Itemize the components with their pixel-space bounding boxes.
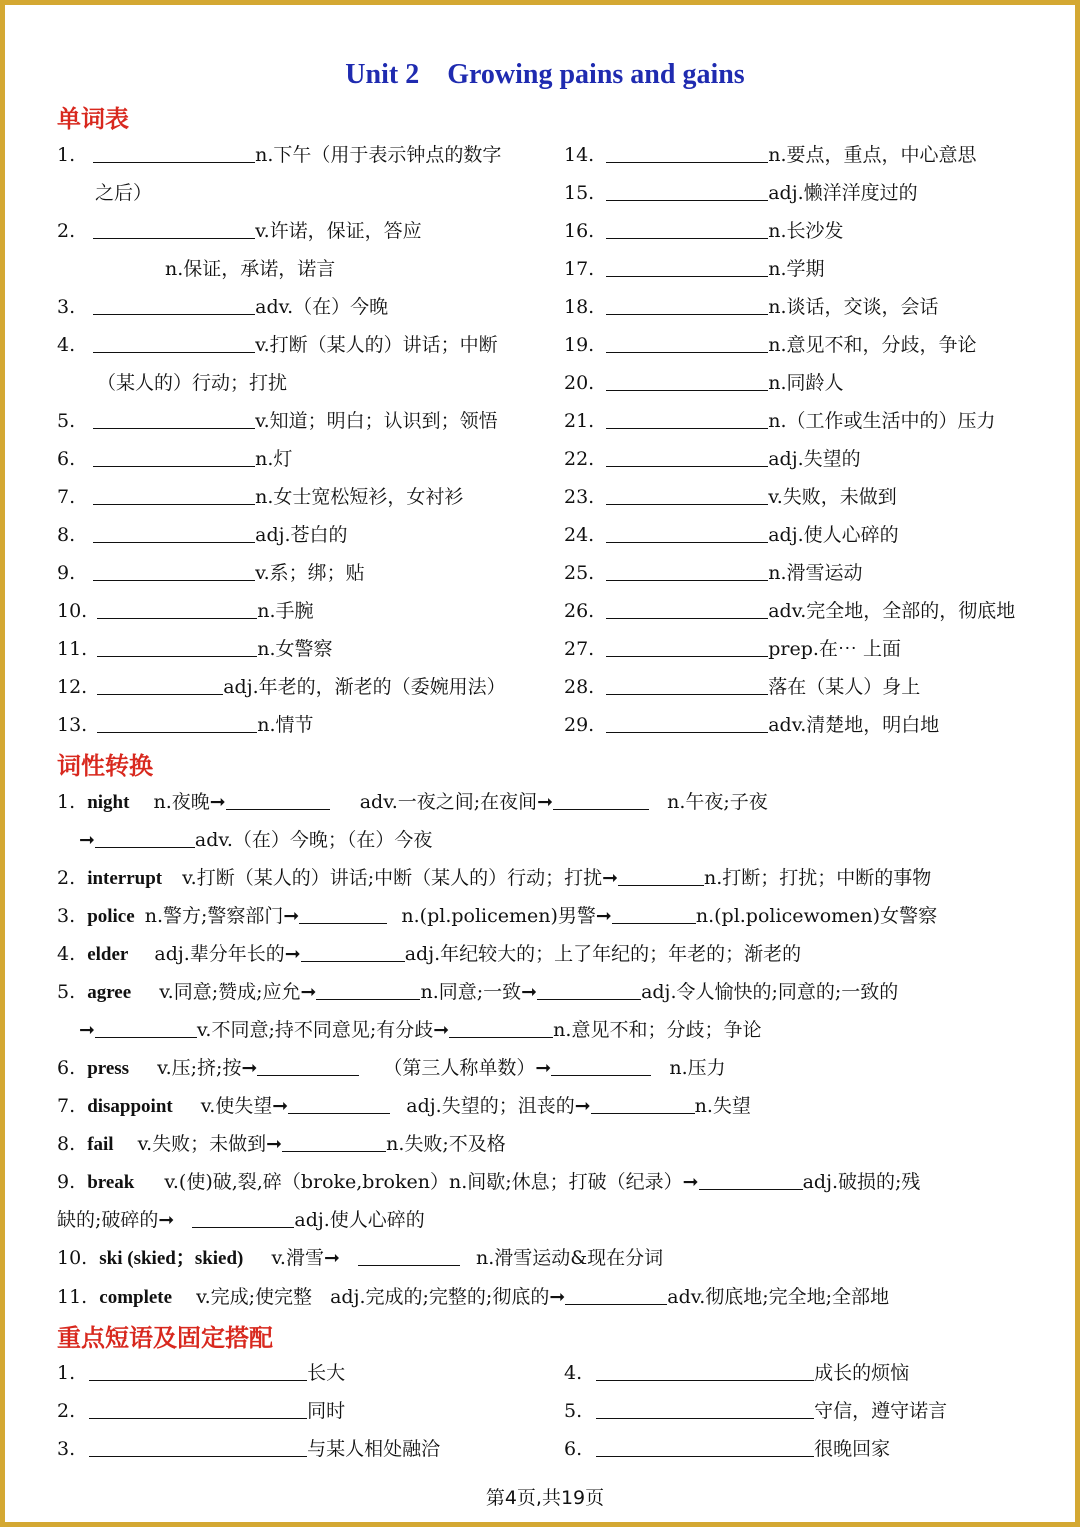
definition: adj.使人心碎的 [294, 1209, 425, 1231]
answer-blank[interactable] [606, 712, 768, 733]
definition: v.知道；明白；认识到；领悟 [255, 410, 498, 432]
answer-blank[interactable] [299, 903, 387, 924]
page-footer: 第4页,共19页 [485, 1487, 605, 1509]
definition: adv.彻底地;完全地;全部地 [667, 1286, 890, 1308]
item-number: 18. [564, 296, 595, 318]
unit-topic: Growing pains and gains [447, 59, 745, 90]
page-title [5, 59, 1080, 91]
vocab-item [564, 142, 977, 168]
vocab-item [57, 598, 314, 624]
item-number: 27. [564, 638, 595, 660]
definition: adj.懒洋洋度过的 [768, 182, 918, 204]
phrase-item [564, 1398, 947, 1424]
item-number: 13. [57, 714, 88, 736]
answer-blank[interactable] [97, 598, 257, 619]
headword: agree [87, 982, 132, 1003]
answer-blank[interactable] [97, 636, 257, 657]
answer-blank[interactable] [89, 1360, 307, 1381]
vocab-item [564, 446, 861, 472]
wordform-item-break-cont [57, 1207, 425, 1233]
vocab-item [564, 636, 901, 662]
definition: adj.辈分年长的➞ [154, 943, 301, 965]
definition: adj.完成的;完整的;彻底的➞ [330, 1286, 566, 1308]
vocab-item [57, 446, 292, 472]
vocab-item [57, 332, 498, 358]
answer-blank[interactable] [93, 522, 255, 543]
definition: adj.失望的 [768, 448, 861, 470]
item-number: 11. [57, 638, 88, 660]
answer-blank[interactable] [606, 218, 768, 239]
answer-blank[interactable] [93, 560, 255, 581]
definition: n.下午（用于表示钟点的数字 [255, 144, 502, 166]
definition: n.同龄人 [768, 372, 844, 394]
definition: n.午夜;子夜 [667, 791, 768, 813]
wordform-item-disappoint [57, 1093, 751, 1120]
wordform-item-night [57, 789, 768, 816]
answer-blank[interactable] [553, 789, 649, 810]
item-number: 2. [57, 220, 76, 242]
answer-blank[interactable] [257, 1055, 359, 1076]
definition: adj.令人愉快的;同意的;一致的 [641, 981, 899, 1003]
phrase-item [57, 1360, 345, 1386]
definition: n.同意;一致➞ [420, 981, 538, 1003]
vocab-item [57, 522, 348, 548]
answer-blank[interactable] [591, 1093, 695, 1114]
definition: n.学期 [768, 258, 825, 280]
definition: v.同意;赞成;应允➞ [159, 981, 317, 1003]
headword: night [87, 792, 130, 813]
headword: complete [99, 1287, 173, 1308]
headword: police [87, 906, 135, 927]
vocab-item [564, 332, 977, 358]
section-heading-vocab: 单词表 [57, 105, 129, 133]
answer-blank[interactable] [192, 1207, 294, 1228]
definition: n.灯 [255, 448, 293, 470]
answer-blank[interactable] [606, 294, 768, 315]
answer-blank[interactable] [537, 979, 641, 1000]
vocab-item [57, 142, 501, 168]
answer-blank[interactable] [449, 1017, 553, 1038]
definition: n.滑雪运动&现在分词 [475, 1247, 664, 1269]
answer-blank[interactable] [606, 560, 768, 581]
answer-blank[interactable] [89, 1398, 307, 1419]
definition: v.打断（某人的）讲话;中断（某人的）行动；打扰➞ [182, 867, 619, 889]
headword: elder [87, 944, 129, 965]
wordform-item-agree [57, 979, 898, 1006]
definition: adv.（在）今晚；（在）今夜 [194, 829, 433, 851]
answer-blank[interactable] [699, 1169, 803, 1190]
answer-blank[interactable] [612, 903, 696, 924]
answer-blank[interactable] [288, 1093, 390, 1114]
wordform-item-night-cont [79, 827, 432, 853]
item-number: 4. [564, 1362, 583, 1384]
answer-blank[interactable] [618, 865, 704, 886]
definition: adv.一夜之间;在夜间➞ [359, 791, 554, 813]
definition: n.夜晚➞ [153, 791, 226, 813]
item-number: 1. [57, 1362, 76, 1384]
vocab-item [57, 218, 422, 244]
definition: v.系；绑；贴 [255, 562, 365, 584]
arrow-icon: ➞ [79, 829, 95, 851]
definition: v.压;挤;按➞ [157, 1057, 258, 1079]
definition: v.(使)破,裂,碎（broke,broken）n.间歇;休息；打破（纪录）➞ [164, 1171, 699, 1193]
section-heading-phrases: 重点短语及固定搭配 [57, 1324, 273, 1352]
definition: v.失败；未做到➞ [137, 1133, 283, 1155]
item-number: 1. [57, 144, 76, 166]
definition: adj.使人心碎的 [768, 524, 899, 546]
item-number: 3. [57, 905, 76, 927]
definition: v.使失望➞ [200, 1095, 289, 1117]
item-number: 24. [564, 524, 595, 546]
answer-blank[interactable] [565, 1284, 667, 1305]
answer-blank[interactable] [606, 636, 768, 657]
answer-blank[interactable] [606, 598, 768, 619]
vocab-item [57, 408, 498, 434]
answer-blank[interactable] [93, 332, 255, 353]
definition: v.打断（某人的）讲话；中断 [255, 334, 498, 356]
answer-blank[interactable] [97, 712, 257, 733]
answer-blank[interactable] [606, 446, 768, 467]
definition: n.打断；打扰；中断的事物 [704, 867, 932, 889]
vocab-item [564, 522, 899, 548]
headword: ski (skied；skied) [99, 1248, 244, 1269]
vocab-item [564, 674, 920, 700]
item-number: 7. [57, 486, 76, 508]
wordform-item-agree-cont [79, 1017, 761, 1043]
vocab-item [57, 560, 365, 586]
definition: n.意见不和，分歧，争论 [768, 334, 977, 356]
item-number: 22. [564, 448, 595, 470]
item-number: 16. [564, 220, 595, 242]
wordform-item-elder [57, 941, 801, 968]
item-number: 11. [57, 1286, 88, 1308]
answer-blank[interactable] [606, 522, 768, 543]
answer-blank[interactable] [95, 827, 195, 848]
phrase-item [564, 1436, 890, 1462]
definition: adv.（在）今晚 [255, 296, 389, 318]
item-number: 4. [57, 943, 76, 965]
vocab-item [57, 484, 463, 510]
answer-blank[interactable] [93, 142, 255, 163]
definition: n.女士宽松短衫，女衬衫 [255, 486, 464, 508]
arrow-icon: ➞ [79, 1019, 95, 1041]
headword: press [87, 1058, 130, 1079]
definition: n.手腕 [257, 600, 314, 622]
item-number: 15. [564, 182, 595, 204]
item-number: 6. [57, 448, 76, 470]
definition: adj.失望的；沮丧的➞ [406, 1095, 591, 1117]
item-number: 17. [564, 258, 595, 280]
definition: n.压力 [669, 1057, 726, 1079]
definition: v.滑雪➞ [271, 1247, 340, 1269]
answer-blank[interactable] [606, 180, 768, 201]
definition: n.情节 [257, 714, 314, 736]
definition: （第三人称单数）➞ [383, 1057, 552, 1079]
definition: 与某人相处融洽 [307, 1438, 441, 1460]
answer-blank[interactable] [606, 332, 768, 353]
vocab-item [57, 712, 314, 738]
definition: n.警方;警察部门➞ [144, 905, 300, 927]
wordform-item-ski [57, 1245, 663, 1272]
item-number: 14. [564, 144, 595, 166]
vocab-item [564, 294, 939, 320]
definition: n.(pl.policemen)男警➞ [401, 905, 612, 927]
answer-blank[interactable] [97, 674, 223, 695]
definition: n.(pl.policewomen)女警察 [695, 905, 938, 927]
item-number: 23. [564, 486, 595, 508]
headword: disappoint [87, 1096, 173, 1117]
item-number: 2. [57, 867, 76, 889]
answer-blank[interactable] [226, 789, 330, 810]
answer-blank[interactable] [596, 1398, 814, 1419]
definition: n.谈话，交谈，会话 [768, 296, 939, 318]
answer-blank[interactable] [551, 1055, 651, 1076]
item-number: 5. [57, 981, 76, 1003]
answer-blank[interactable] [95, 1017, 197, 1038]
item-number: 8. [57, 524, 76, 546]
answer-blank[interactable] [282, 1131, 386, 1152]
answer-blank[interactable] [93, 484, 255, 505]
vocab-item [564, 712, 939, 738]
definition: adj.年纪较大的；上了年纪的；年老的；渐老的 [404, 943, 802, 965]
definition: n.女警察 [257, 638, 333, 660]
item-number: 25. [564, 562, 595, 584]
definition: adv.完全地，全部的，彻底地 [768, 600, 1016, 622]
item-number: 6. [57, 1057, 76, 1079]
answer-blank[interactable] [93, 446, 255, 467]
item-number: 9. [57, 1171, 76, 1193]
definition: 同时 [307, 1400, 346, 1422]
definition: 长大 [307, 1362, 346, 1384]
answer-blank[interactable] [596, 1436, 814, 1457]
item-number: 21. [564, 410, 595, 432]
phrase-item [57, 1436, 440, 1462]
headword: fail [87, 1134, 114, 1155]
item-number: 10. [57, 600, 88, 622]
answer-blank[interactable] [93, 218, 255, 239]
item-number: 12. [57, 676, 88, 698]
section-heading-wordforms: 词性转换 [57, 752, 153, 780]
definition: v.失败，未做到 [768, 486, 897, 508]
item-number: 1. [57, 791, 76, 813]
item-number: 28. [564, 676, 595, 698]
vocab-item-continuation: 之后） [95, 182, 153, 204]
item-number: 10. [57, 1247, 88, 1269]
item-number: 6. [564, 1438, 583, 1460]
wordform-item-police [57, 903, 937, 930]
item-number: 3. [57, 1438, 76, 1460]
wordform-item-press [57, 1055, 726, 1082]
vocab-item [564, 180, 918, 206]
definition: n.失败;不及格 [386, 1133, 506, 1155]
answer-blank[interactable] [606, 370, 768, 391]
answer-blank[interactable] [93, 408, 255, 429]
vocab-item [564, 370, 844, 396]
definition: prep.在⋯ 上面 [768, 638, 901, 660]
item-number: 5. [564, 1400, 583, 1422]
answer-blank[interactable] [606, 484, 768, 505]
vocab-item-continuation: （某人的）行动；打扰 [97, 372, 288, 394]
headword: interrupt [87, 868, 163, 889]
vocab-item [564, 598, 1015, 624]
answer-blank[interactable] [89, 1436, 307, 1457]
wordform-item-break [57, 1169, 920, 1196]
wordform-item-fail [57, 1131, 506, 1158]
definition: v.完成;使完整 [196, 1286, 313, 1308]
definition: n.意见不和；分歧；争论 [553, 1019, 762, 1041]
answer-blank[interactable] [316, 979, 420, 1000]
vocab-item [57, 636, 333, 662]
unit-label: Unit 2 [345, 59, 420, 90]
vocab-item [564, 484, 897, 510]
answer-blank[interactable] [301, 941, 405, 962]
phrase-item [564, 1360, 909, 1386]
definition: n.（工作或生活中的）压力 [768, 410, 996, 432]
definition: n.滑雪运动 [768, 562, 863, 584]
item-number: 8. [57, 1133, 76, 1155]
definition: 落在（某人）身上 [768, 676, 921, 698]
vocab-item [564, 408, 996, 434]
wordform-item-complete [57, 1284, 889, 1311]
answer-blank[interactable] [606, 142, 768, 163]
definition: adj.破损的;残 [802, 1171, 921, 1193]
definition: 守信，遵守诺言 [814, 1400, 948, 1422]
definition: adj.年老的，渐老的（委婉用法） [223, 676, 506, 698]
answer-blank[interactable] [606, 408, 768, 429]
vocab-item [564, 218, 844, 244]
item-number: 7. [57, 1095, 76, 1117]
answer-blank[interactable] [606, 674, 768, 695]
item-number: 9. [57, 562, 76, 584]
definition: n.失望 [694, 1095, 751, 1117]
definition: n.长沙发 [768, 220, 844, 242]
definition: 缺的;破碎的➞ [57, 1209, 175, 1231]
definition: v.许诺，保证，答应 [255, 220, 422, 242]
headword: break [87, 1172, 135, 1193]
definition: adv.清楚地，明白地 [768, 714, 940, 736]
definition: v.不同意;持不同意见;有分歧➞ [196, 1019, 450, 1041]
vocab-item [564, 256, 825, 282]
vocab-item [564, 560, 863, 586]
answer-blank[interactable] [358, 1245, 460, 1266]
answer-blank[interactable] [596, 1360, 814, 1381]
item-number: 4. [57, 334, 76, 356]
definition: 成长的烦恼 [814, 1362, 910, 1384]
definition: 很晚回家 [814, 1438, 891, 1460]
answer-blank[interactable] [93, 294, 255, 315]
definition: adj.苍白的 [255, 524, 348, 546]
item-number: 20. [564, 372, 595, 394]
phrase-item [57, 1398, 345, 1424]
item-number: 19. [564, 334, 595, 356]
item-number: 26. [564, 600, 595, 622]
item-number: 3. [57, 296, 76, 318]
wordform-item-interrupt [57, 865, 931, 892]
vocab-item [57, 294, 388, 320]
definition: n.要点，重点，中心意思 [768, 144, 977, 166]
item-number: 29. [564, 714, 595, 736]
item-number: 5. [57, 410, 76, 432]
vocab-item-continuation: n.保证，承诺，诺言 [165, 258, 336, 280]
item-number: 2. [57, 1400, 76, 1422]
answer-blank[interactable] [606, 256, 768, 277]
vocab-item [57, 674, 506, 700]
